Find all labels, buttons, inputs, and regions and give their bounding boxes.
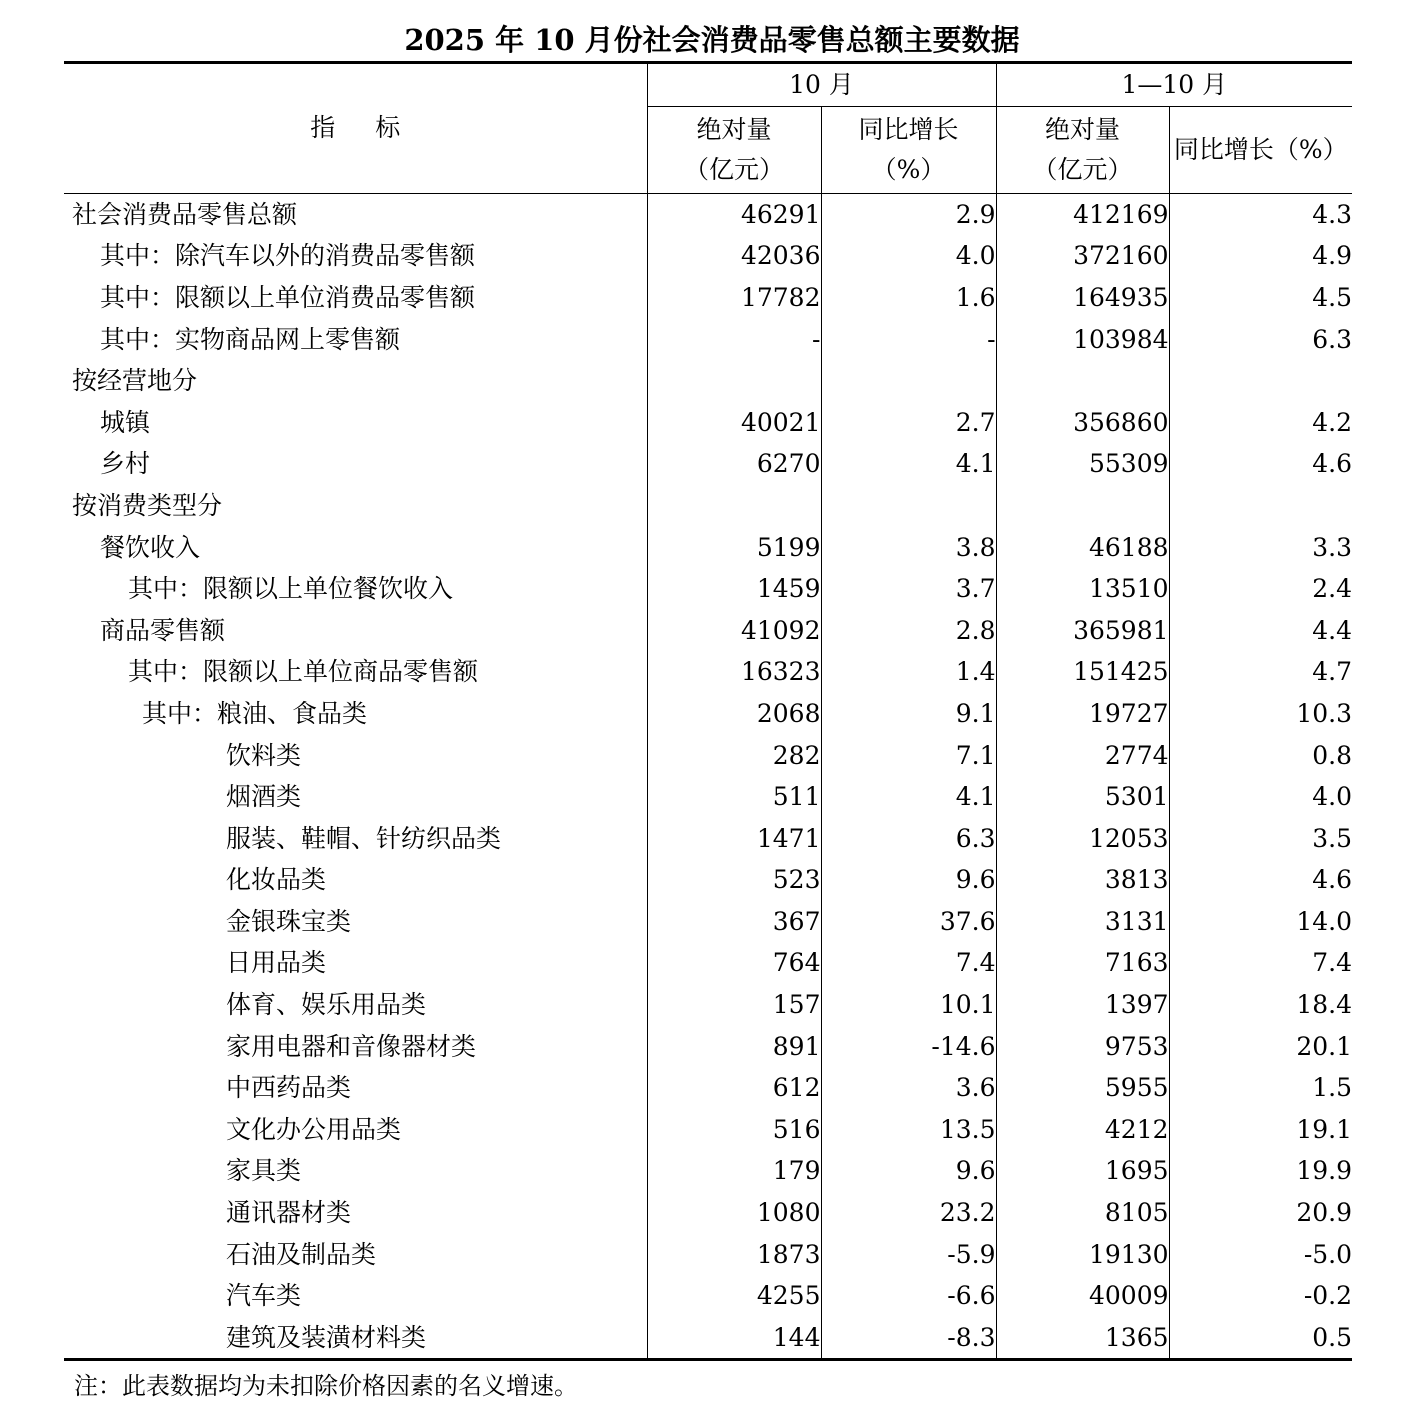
cell-ytd-yoy: 2.4: [1169, 568, 1352, 610]
cell-ytd-absolute: [996, 485, 1169, 527]
header-oct-absolute: [647, 107, 821, 194]
header-oct-yoy-line2: （%）: [871, 155, 946, 184]
table-row: [64, 1275, 1352, 1317]
row-label: 按消费类型分: [72, 490, 223, 520]
row-label: 家具类: [226, 1156, 302, 1186]
cell-oct-absolute: 46291: [647, 194, 821, 236]
row-label: 其中：限额以上单位商品零售额: [128, 657, 479, 687]
cell-oct-yoy: 2.8: [821, 609, 996, 651]
cell-oct-absolute: 282: [647, 734, 821, 776]
cell-oct-absolute: 511: [647, 776, 821, 818]
cell-ytd-yoy: [1169, 360, 1352, 402]
cell-oct-yoy: [821, 485, 996, 527]
cell-oct-yoy: 3.6: [821, 1067, 996, 1109]
cell-oct-yoy: 9.6: [821, 1150, 996, 1192]
cell-ytd-absolute: 13510: [996, 568, 1169, 610]
table-row: [64, 360, 1352, 402]
cell-oct-absolute: 523: [647, 859, 821, 901]
row-label: 饮料类: [226, 740, 302, 770]
cell-ytd-yoy: 4.5: [1169, 277, 1352, 319]
header-ytd-absolute: [996, 107, 1169, 194]
cell-oct-absolute: 157: [647, 984, 821, 1026]
header-oct-yoy-line1: 同比增长: [858, 115, 959, 144]
table-body: [64, 194, 1352, 1360]
row-label: 乡村: [100, 449, 151, 479]
row-label: 文化办公用品类: [226, 1114, 402, 1144]
footnote: 注：此表数据均为未扣除价格因素的名义增速。: [74, 1372, 578, 1400]
table-row: [64, 734, 1352, 776]
cell-oct-yoy: 2.7: [821, 401, 996, 443]
header-oct-absolute-line2: （亿元）: [683, 155, 784, 184]
row-label: 金银珠宝类: [226, 906, 352, 936]
cell-oct-yoy: 23.2: [821, 1192, 996, 1234]
table-row: [64, 776, 1352, 818]
page-title: 2025 年 10 月份社会消费品零售总额主要数据: [404, 23, 1020, 57]
cell-oct-absolute: 764: [647, 942, 821, 984]
cell-ytd-yoy: 20.1: [1169, 1025, 1352, 1067]
table-row: [64, 485, 1352, 527]
cell-oct-yoy: 1.4: [821, 651, 996, 693]
cell-oct-absolute: 2068: [647, 693, 821, 735]
cell-oct-absolute: 6270: [647, 443, 821, 485]
row-label: 服装、鞋帽、针纺织品类: [226, 823, 502, 853]
cell-oct-yoy: -14.6: [821, 1025, 996, 1067]
cell-ytd-absolute: 3813: [996, 859, 1169, 901]
cell-oct-absolute: 1459: [647, 568, 821, 610]
cell-oct-yoy: 1.6: [821, 277, 996, 319]
header-ytd-absolute-line1: 绝对量: [1045, 115, 1121, 144]
cell-ytd-yoy: 6.3: [1169, 318, 1352, 360]
cell-ytd-absolute: 19130: [996, 1233, 1169, 1275]
table-row: [64, 984, 1352, 1026]
cell-ytd-absolute: 12053: [996, 817, 1169, 859]
header-ytd-absolute-line2: （亿元）: [1032, 155, 1133, 184]
cell-ytd-yoy: 4.6: [1169, 859, 1352, 901]
cell-ytd-absolute: 40009: [996, 1275, 1169, 1317]
cell-oct-yoy: 4.1: [821, 776, 996, 818]
cell-ytd-absolute: 365981: [996, 609, 1169, 651]
cell-ytd-absolute: [996, 360, 1169, 402]
table-row: [64, 1150, 1352, 1192]
cell-ytd-absolute: 46188: [996, 526, 1169, 568]
row-label: 其中：限额以上单位餐饮收入: [128, 574, 454, 604]
cell-ytd-yoy: -5.0: [1169, 1233, 1352, 1275]
cell-oct-yoy: 3.7: [821, 568, 996, 610]
row-label: 其中：粮油、食品类: [142, 698, 368, 728]
row-label: 中西药品类: [226, 1073, 352, 1103]
table-row: [64, 401, 1352, 443]
cell-oct-yoy: 7.1: [821, 734, 996, 776]
row-label: 日用品类: [226, 948, 327, 978]
cell-oct-absolute: 40021: [647, 401, 821, 443]
table-row: [64, 817, 1352, 859]
cell-ytd-yoy: 4.7: [1169, 651, 1352, 693]
cell-ytd-absolute: 5301: [996, 776, 1169, 818]
header-group-row: [64, 63, 1352, 107]
cell-ytd-yoy: 4.3: [1169, 194, 1352, 236]
cell-oct-yoy: 9.1: [821, 693, 996, 735]
cell-ytd-yoy: 19.9: [1169, 1150, 1352, 1192]
cell-ytd-absolute: 164935: [996, 277, 1169, 319]
cell-oct-yoy: 10.1: [821, 984, 996, 1026]
cell-ytd-absolute: 1365: [996, 1317, 1169, 1360]
cell-oct-yoy: -6.6: [821, 1275, 996, 1317]
indicator-header-char-2: 标: [375, 113, 401, 142]
cell-ytd-yoy: 20.9: [1169, 1192, 1352, 1234]
table-row: [64, 942, 1352, 984]
row-label: 建筑及装潢材料类: [226, 1322, 427, 1352]
cell-oct-yoy: -: [821, 318, 996, 360]
cell-ytd-yoy: 10.3: [1169, 693, 1352, 735]
cell-oct-absolute: 1471: [647, 817, 821, 859]
cell-ytd-yoy: 14.0: [1169, 901, 1352, 943]
row-label: 体育、娱乐用品类: [226, 990, 427, 1020]
cell-ytd-yoy: 1.5: [1169, 1067, 1352, 1109]
cell-ytd-absolute: 55309: [996, 443, 1169, 485]
cell-oct-yoy: [821, 360, 996, 402]
row-label: 商品零售额: [100, 615, 226, 645]
cell-ytd-yoy: 19.1: [1169, 1109, 1352, 1151]
table-row: [64, 1192, 1352, 1234]
cell-oct-absolute: -: [647, 318, 821, 360]
cell-oct-absolute: 1080: [647, 1192, 821, 1234]
cell-oct-yoy: 37.6: [821, 901, 996, 943]
header-ytd-yoy: 同比增长（%）: [1169, 107, 1352, 194]
cell-oct-absolute: 17782: [647, 277, 821, 319]
table-row: [64, 693, 1352, 735]
cell-oct-absolute: 41092: [647, 609, 821, 651]
cell-ytd-absolute: 3131: [996, 901, 1169, 943]
cell-ytd-absolute: 4212: [996, 1109, 1169, 1151]
cell-oct-absolute: 891: [647, 1025, 821, 1067]
cell-ytd-absolute: 7163: [996, 942, 1169, 984]
table-row: [64, 235, 1352, 277]
cell-oct-yoy: -5.9: [821, 1233, 996, 1275]
cell-ytd-yoy: -0.2: [1169, 1275, 1352, 1317]
cell-oct-absolute: 5199: [647, 526, 821, 568]
cell-oct-absolute: 367: [647, 901, 821, 943]
table-row: [64, 277, 1352, 319]
indicator-header: [64, 63, 647, 194]
cell-ytd-yoy: 0.5: [1169, 1317, 1352, 1360]
cell-ytd-yoy: 4.0: [1169, 776, 1352, 818]
cell-ytd-absolute: 151425: [996, 651, 1169, 693]
row-label: 其中：实物商品网上零售额: [100, 324, 401, 354]
cell-ytd-yoy: 4.6: [1169, 443, 1352, 485]
cell-ytd-absolute: 412169: [996, 194, 1169, 236]
cell-oct-absolute: [647, 360, 821, 402]
cell-oct-absolute: [647, 485, 821, 527]
table-row: [64, 1025, 1352, 1067]
cell-ytd-yoy: 0.8: [1169, 734, 1352, 776]
table-row: [64, 1233, 1352, 1275]
table-row: [64, 318, 1352, 360]
row-label: 城镇: [100, 407, 151, 437]
header-october: 10 月: [647, 63, 996, 107]
cell-oct-absolute: 612: [647, 1067, 821, 1109]
row-label: 餐饮收入: [100, 532, 201, 562]
table-row: [64, 901, 1352, 943]
row-label: 其中：除汽车以外的消费品零售额: [100, 241, 476, 271]
cell-ytd-absolute: 9753: [996, 1025, 1169, 1067]
retail-sales-table: [64, 61, 1352, 1361]
cell-ytd-yoy: [1169, 485, 1352, 527]
row-label: 家用电器和音像器材类: [226, 1031, 477, 1061]
cell-oct-yoy: 4.0: [821, 235, 996, 277]
cell-ytd-absolute: 2774: [996, 734, 1169, 776]
cell-ytd-yoy: 4.9: [1169, 235, 1352, 277]
table-row: [64, 1109, 1352, 1151]
cell-ytd-absolute: 1695: [996, 1150, 1169, 1192]
cell-ytd-yoy: 18.4: [1169, 984, 1352, 1026]
row-label: 烟酒类: [226, 782, 302, 812]
cell-ytd-absolute: 19727: [996, 693, 1169, 735]
table-row: [64, 568, 1352, 610]
cell-oct-absolute: 42036: [647, 235, 821, 277]
cell-ytd-absolute: 8105: [996, 1192, 1169, 1234]
cell-oct-yoy: 6.3: [821, 817, 996, 859]
table-row: [64, 1067, 1352, 1109]
cell-ytd-absolute: 5955: [996, 1067, 1169, 1109]
row-label: 石油及制品类: [226, 1239, 377, 1269]
cell-oct-yoy: 9.6: [821, 859, 996, 901]
cell-oct-absolute: 179: [647, 1150, 821, 1192]
table-row: [64, 651, 1352, 693]
row-label: 其中：限额以上单位消费品零售额: [100, 282, 476, 312]
header-jan-oct: 1—10 月: [996, 63, 1352, 107]
cell-oct-yoy: 4.1: [821, 443, 996, 485]
table-row: [64, 194, 1352, 236]
cell-ytd-yoy: 4.2: [1169, 401, 1352, 443]
cell-oct-absolute: 1873: [647, 1233, 821, 1275]
cell-ytd-absolute: 356860: [996, 401, 1169, 443]
cell-oct-yoy: 2.9: [821, 194, 996, 236]
table-row: [64, 609, 1352, 651]
row-label: 化妆品类: [226, 865, 327, 895]
cell-oct-absolute: 16323: [647, 651, 821, 693]
header-oct-yoy: [821, 107, 996, 194]
table-row: [64, 443, 1352, 485]
indicator-header-char-1: 指: [310, 113, 336, 142]
table-row: [64, 859, 1352, 901]
row-label: 社会消费品零售总额: [72, 200, 298, 230]
cell-ytd-absolute: 372160: [996, 235, 1169, 277]
cell-oct-absolute: 144: [647, 1317, 821, 1360]
cell-ytd-yoy: 3.3: [1169, 526, 1352, 568]
cell-ytd-yoy: 4.4: [1169, 609, 1352, 651]
cell-oct-absolute: 4255: [647, 1275, 821, 1317]
row-label: 汽车类: [226, 1281, 302, 1311]
header-oct-absolute-line1: 绝对量: [696, 115, 772, 144]
table-row: [64, 1317, 1352, 1360]
row-label: 通讯器材类: [226, 1198, 352, 1228]
cell-oct-yoy: 7.4: [821, 942, 996, 984]
cell-ytd-yoy: 3.5: [1169, 817, 1352, 859]
cell-ytd-yoy: 7.4: [1169, 942, 1352, 984]
table-row: [64, 526, 1352, 568]
cell-oct-yoy: 13.5: [821, 1109, 996, 1151]
cell-oct-yoy: 3.8: [821, 526, 996, 568]
cell-oct-yoy: -8.3: [821, 1317, 996, 1360]
cell-oct-absolute: 516: [647, 1109, 821, 1151]
cell-ytd-absolute: 1397: [996, 984, 1169, 1026]
cell-ytd-absolute: 103984: [996, 318, 1169, 360]
row-label: 按经营地分: [72, 366, 198, 396]
